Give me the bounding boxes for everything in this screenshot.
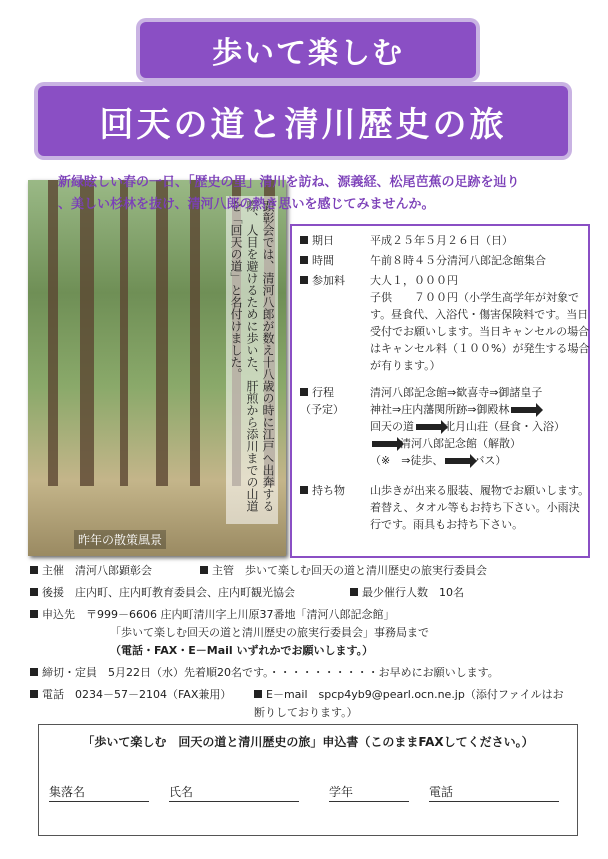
field-phone-label: 電話	[429, 785, 454, 799]
route-label: 行程	[312, 386, 334, 399]
title-line1: 歩いて楽しむ	[212, 36, 404, 71]
bring-label: 持ち物	[312, 484, 345, 497]
event-info-box	[290, 224, 590, 558]
fee-adult: 大人１，０００円	[370, 274, 458, 287]
photo-caption: 昨年の散策風景	[74, 530, 166, 549]
route-sub: （予定）	[300, 403, 344, 416]
field-phone-line[interactable]	[429, 801, 559, 802]
form-heading: 「歩いて楽しむ 回天の道と清川歴史の旅」申込書（このままFAXしてください。）	[82, 735, 534, 749]
apply-line3: （電話・FAX・E－Mail いずれかでお願いします。）	[110, 644, 374, 657]
route-line2: 神社⇒庄内藩関所跡⇒御殿林	[370, 401, 590, 418]
field-name-label: 氏名	[169, 785, 194, 799]
intro-line2: 、美しい杉林を抜け、清河八郎の熱き思いを感じてみませんか。	[58, 197, 435, 212]
date-value: 平成２５年５月２６日（日）	[370, 234, 513, 247]
title-banner-main	[38, 86, 568, 156]
bus-arrow-icon	[372, 441, 398, 447]
bus-arrow-icon	[416, 424, 442, 430]
deadline-line: 締切・定員 5月22日（水）先着順20名です。・・・・・・・・・・お早めにお願いします。	[30, 664, 499, 682]
support-line: 後援 庄内町、庄内町教育委員会、庄内町観光協会 最少催行人数 10名	[30, 584, 295, 602]
fee-child: 子供 ７００円（小学生高学年が対象です。昼食代、入浴代・傷害保険料です。当日受付でお願いします。当日キャンセルの場合はキャンセル料（１００%）が発生する場合が有ります。）	[370, 291, 590, 372]
organizer-line: 主催 清河八郎顕彰会 主管 歩いて楽しむ回天の道と清川歴史の旅実行委員会	[30, 562, 152, 580]
field-village-line[interactable]	[49, 801, 149, 802]
email-line: E－mail spcp4yb9@pearl.ocn.ne.jp（添付ファイルはお断りしております。）	[254, 688, 564, 719]
apply-line: 申込先 〒999－6606 庄内町清川字上川原37番地「清河八郎記念館」	[30, 606, 394, 624]
fee-label: 参加料	[312, 274, 345, 287]
route-legend: （※ ⇒徒歩、 バス）	[370, 454, 507, 467]
bus-arrow-icon	[511, 407, 537, 413]
route-line4: 清河八郎記念館（解散）	[370, 435, 590, 452]
intro-text	[58, 172, 588, 216]
photo-vertical-text: 顕彰会では、清河八郎が数え十八歳の時に江戸へ出奔する際、人目を避けるために歩いた、肝煎から添川までの山道を「回天の道」と名付けました。	[226, 196, 278, 524]
field-name-line[interactable]	[169, 801, 299, 802]
bring-value: 山歩きが出来る服装、履物でお願いします。着替え、タオル等もお持ち下さい。小雨決行です。雨具もお持ち下さい。	[370, 484, 590, 531]
title-line2: 回天の道と清川歴史の旅	[99, 104, 507, 145]
route-line3: 回天の道 北月山荘（昼食・入浴）	[370, 420, 565, 433]
apply-line2: 「歩いて楽しむ回天の道と清川歴史の旅実行委員会」事務局まで	[110, 626, 429, 639]
date-label: 期日	[312, 234, 334, 247]
field-village-label: 集落名	[49, 785, 86, 799]
field-grade-line[interactable]	[329, 801, 409, 802]
bus-arrow-icon	[445, 458, 471, 464]
route-line1: 清河八郎記念館⇒歓喜寺⇒御諸皇子	[370, 386, 543, 399]
title-banner-top	[140, 22, 476, 78]
field-grade-label: 学年	[329, 785, 354, 799]
application-form	[38, 724, 578, 836]
time-value: 午前８時４５分清河八郎記念館集合	[370, 254, 546, 267]
time-label: 時間	[312, 254, 334, 267]
intro-line1: 新緑眩しい春の一日、「歴史の里」清川を訪ね、源義経、松尾芭蕉の足跡を辿り	[58, 175, 520, 190]
contact-line: 電話 0234－57－2104（FAX兼用）	[30, 686, 231, 704]
